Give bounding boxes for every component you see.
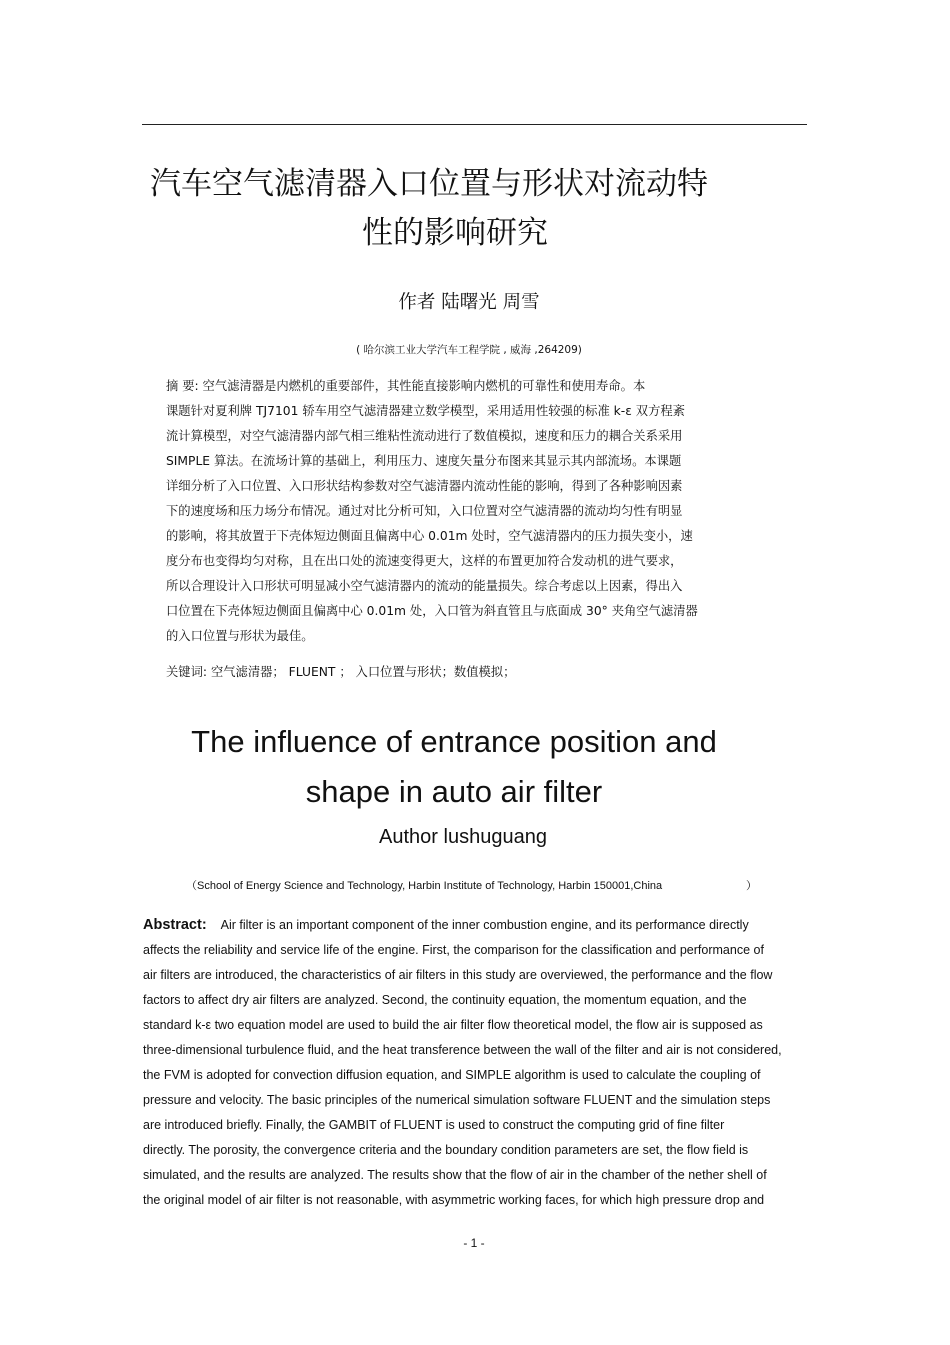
english-abstract-line: standard k-ε two equation model are used to build the air filter flow theoretical model, the flow air is supposed as [143,1018,763,1032]
chinese-affiliation: ( 哈尔滨工业大学汽车工程学院 , 威海 ,264209) [356,344,582,356]
chinese-title-line-1: 汽车空气滤清器入口位置与形状对流动特 [150,166,708,202]
english-title-line-2: shape in auto air filter [305,774,603,809]
chinese-abstract [166,374,776,649]
english-title-line-1: The influence of entrance position and [191,724,717,759]
english-abstract-line: pressure and velocity. The basic principles of the numerical simulation software FLUENT and the simulation steps [143,1093,771,1107]
chinese-abstract-line: 度分布也变得均匀对称，且在出口处的流速变得更大，这样的布置更加符合发动机的进气要求， [166,554,683,568]
english-abstract-line: air filters are introduced, the characteristics of air filters in this study are overviewed, the performance and the flow [143,968,773,982]
chinese-abstract-line: 的影响，将其放置于下壳体短边侧面且偏离中心 0.01m 处时，空气滤清器内的压力损失变小，速 [166,529,693,543]
english-abstract-line: three-dimensional turbulence fluid, and the heat transference between the wall of the filter and air is not considered, [143,1043,782,1057]
english-affiliation-text: （School of Energy Science and Technology, Harbin Institute of Technology, Harbin 150001,China [186,880,663,892]
chinese-abstract-line: 所以合理设计入口形状可明显减小空气滤清器内的流动的能量损失。综合考虑以上因素，得出入 [166,579,683,593]
english-abstract-line: simulated, and the results are analyzed. The results show that the flow of air in the chamber of the nether shell of [143,1168,767,1182]
header-rule [142,124,807,125]
abstract-label: Abstract: [143,917,207,933]
english-abstract-line: affects the reliability and service life of the engine. First, the comparison for the classification and performance of [143,943,764,957]
english-affiliation [186,877,756,893]
chinese-authors: 作者 陆曙光 周雪 [398,292,540,313]
chinese-keywords: 关键词: 空气滤清器； FLUENT ； 入口位置与形状；数值模拟； [166,665,516,679]
english-author: Author lushuguang [379,826,547,848]
chinese-abstract-line: SIMPLE 算法。在流场计算的基础上，利用压力、速度矢量分布图来其显示其内部流场。本课题 [166,454,682,468]
english-abstract-line [143,913,807,938]
chinese-abstract-line: 下的速度场和压力场分布情况。通过对比分析可知，入口位置对空气滤清器的流动均匀性有明显 [166,504,683,518]
chinese-abstract-line: 的入口位置与形状为最佳。 [166,629,314,643]
english-abstract-text: Air filter is an important component of the inner combustion engine, and its performance directly [220,918,749,932]
chinese-abstract-line: 课题针对夏利牌 TJ7101 轿车用空气滤清器建立数学模型，采用适用性较强的标准 k-ε 双方程紊 [166,404,685,418]
english-abstract-line: the FVM is adopted for convection diffusion equation, and SIMPLE algorithm is used to calculate the coupling of [143,1068,761,1082]
english-abstract-line: factors to affect dry air filters are analyzed. Second, the continuity equation, the momentum equation, and the [143,993,747,1007]
english-abstract [143,913,807,1213]
chinese-title-line-2: 性的影响研究 [362,215,548,251]
english-affiliation-close: ） [746,880,757,892]
page-number: - 1 - [463,1236,485,1250]
chinese-abstract-line: 流计算模型，对空气滤清器内部气相三维粘性流动进行了数值模拟，速度和压力的耦合关系采用 [166,429,683,443]
english-abstract-line: the original model of air filter is not reasonable, with asymmetric working faces, for which high pressure drop and [143,1193,765,1207]
chinese-abstract-line: 口位置在下壳体短边侧面且偏离中心 0.01m 处，入口管为斜直管且与底面成 30° 夹角空气滤清器 [166,604,698,618]
english-abstract-line: directly. The porosity, the convergence criteria and the boundary condition parameters are set, the flow field is [143,1143,749,1157]
chinese-abstract-line: 摘 要: 空气滤清器是内燃机的重要部件，其性能直接影响内燃机的可靠性和使用寿命。本 [166,379,646,393]
chinese-abstract-line: 详细分析了入口位置、入口形状结构参数对空气滤清器内流动性能的影响，得到了各种影响因素 [166,479,683,493]
english-abstract-line: are introduced briefly. Finally, the GAMBIT of FLUENT is used to construct the computing grid of fine filter [143,1118,725,1132]
